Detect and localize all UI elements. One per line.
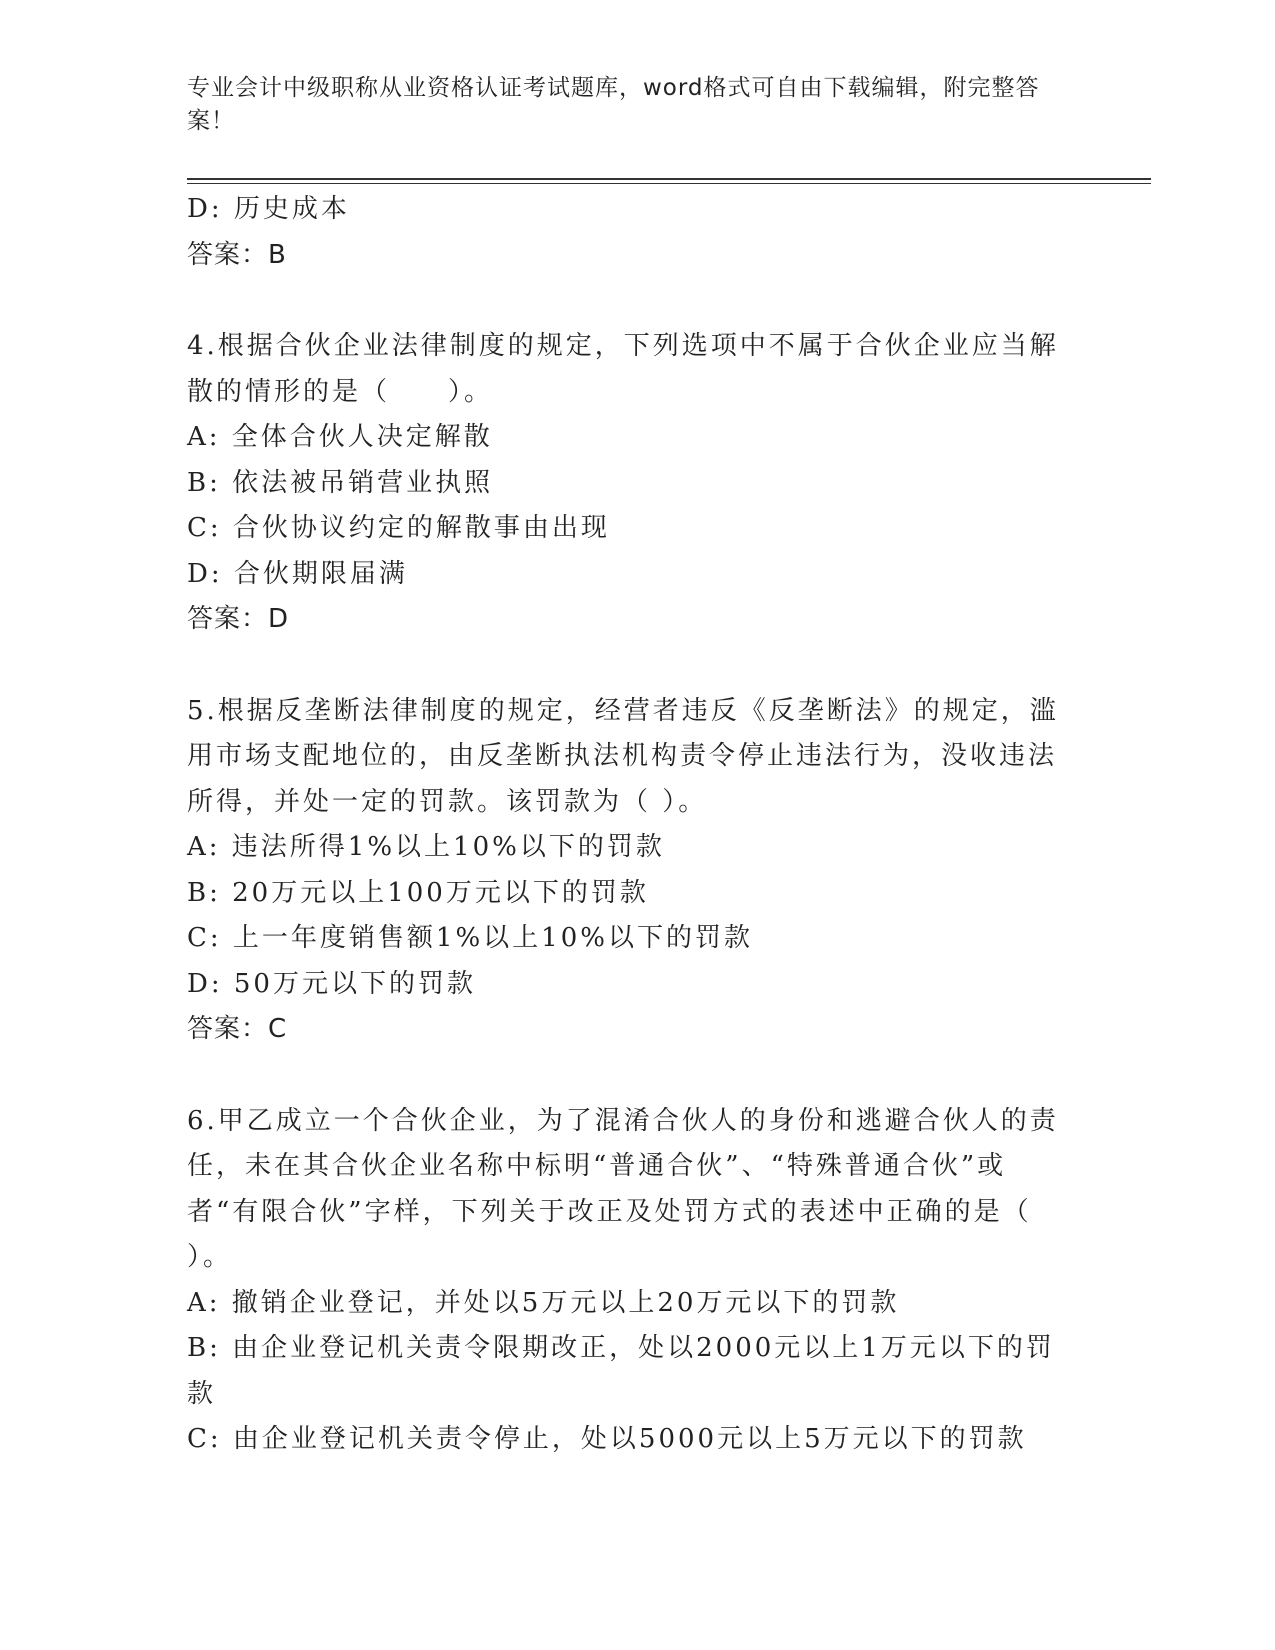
question-5 [187, 689, 1067, 1053]
q6-option-b-line-2: 款 [187, 1378, 217, 1409]
header-line-2: 案！ [187, 108, 235, 134]
q4-answer: 答案：D [187, 604, 290, 634]
question-6 [187, 1099, 1067, 1463]
page-header [187, 72, 1067, 138]
spacer [187, 278, 1067, 324]
q3-option-d: D: 历史成本 [187, 194, 350, 224]
q5-stem-line-1: 5.根据反垄断法律制度的规定，经营者违反《反垄断法》的规定，滥 [187, 695, 1059, 726]
q4-option-c: C: 合伙协议约定的解散事由出现 [187, 513, 610, 543]
q6-stem-line-4: ）。 [187, 1242, 233, 1272]
q5-stem-line-2: 用市场支配地位的，由反垄断执法机构责令停止违法行为，没收违法 [187, 741, 1058, 771]
q6-stem-line-3: 者“有限合伙”字样，下列关于改正及处罚方式的表述中正确的是（ [187, 1196, 1032, 1227]
q6-option-b-line-1: B: 由企业登记机关责令限期改正，处以2000元以上1万元以下的罚 [187, 1333, 1055, 1363]
q5-answer: 答案：C [187, 1014, 288, 1044]
q5-option-c: C: 上一年度销售额1%以上10%以下的罚款 [187, 923, 753, 953]
q3-answer: 答案：B [187, 239, 287, 270]
header-rule-thick [187, 178, 1151, 180]
header-line-1: 专业会计中级职称从业资格认证考试题库，word格式可自由下载编辑，附完整答 [187, 75, 1040, 101]
question-3-tail [187, 187, 1067, 278]
q6-option-c: C: 由企业登记机关责令停止，处以5000元以上5万元以下的罚款 [187, 1424, 1027, 1454]
q4-stem-line-2: 散的情形的是（ ）。 [187, 376, 494, 407]
q4-option-d: D: 合伙期限届满 [187, 558, 408, 589]
q6-stem-line-2: 任，未在其合伙企业名称中标明“普通合伙”、“特殊普通合伙”或 [187, 1151, 1007, 1181]
q4-option-a: A: 全体合伙人决定解散 [187, 422, 493, 452]
q4-stem-line-1: 4.根据合伙企业法律制度的规定，下列选项中不属于合伙企业应当解 [187, 331, 1059, 361]
question-list [187, 187, 1067, 1463]
q5-stem-line-3: 所得，并处一定的罚款。该罚款为（ ）。 [187, 786, 708, 817]
q5-option-d: D: 50万元以下的罚款 [187, 968, 476, 999]
spacer [187, 1053, 1067, 1099]
q6-option-a: A: 撤销企业登记，并处以5万元以上20万元以下的罚款 [187, 1287, 900, 1318]
q5-option-a: A: 违法所得1%以上10%以下的罚款 [187, 832, 665, 862]
q6-stem-line-1: 6.甲乙成立一个合伙企业，为了混淆合伙人的身份和逃避合伙人的责 [187, 1105, 1059, 1136]
spacer [187, 643, 1067, 689]
question-4 [187, 324, 1067, 643]
q4-option-b: B: 依法被吊销营业执照 [187, 467, 494, 498]
header-rule-thin [187, 183, 1151, 184]
q5-option-b: B: 20万元以上100万元以下的罚款 [187, 877, 649, 908]
